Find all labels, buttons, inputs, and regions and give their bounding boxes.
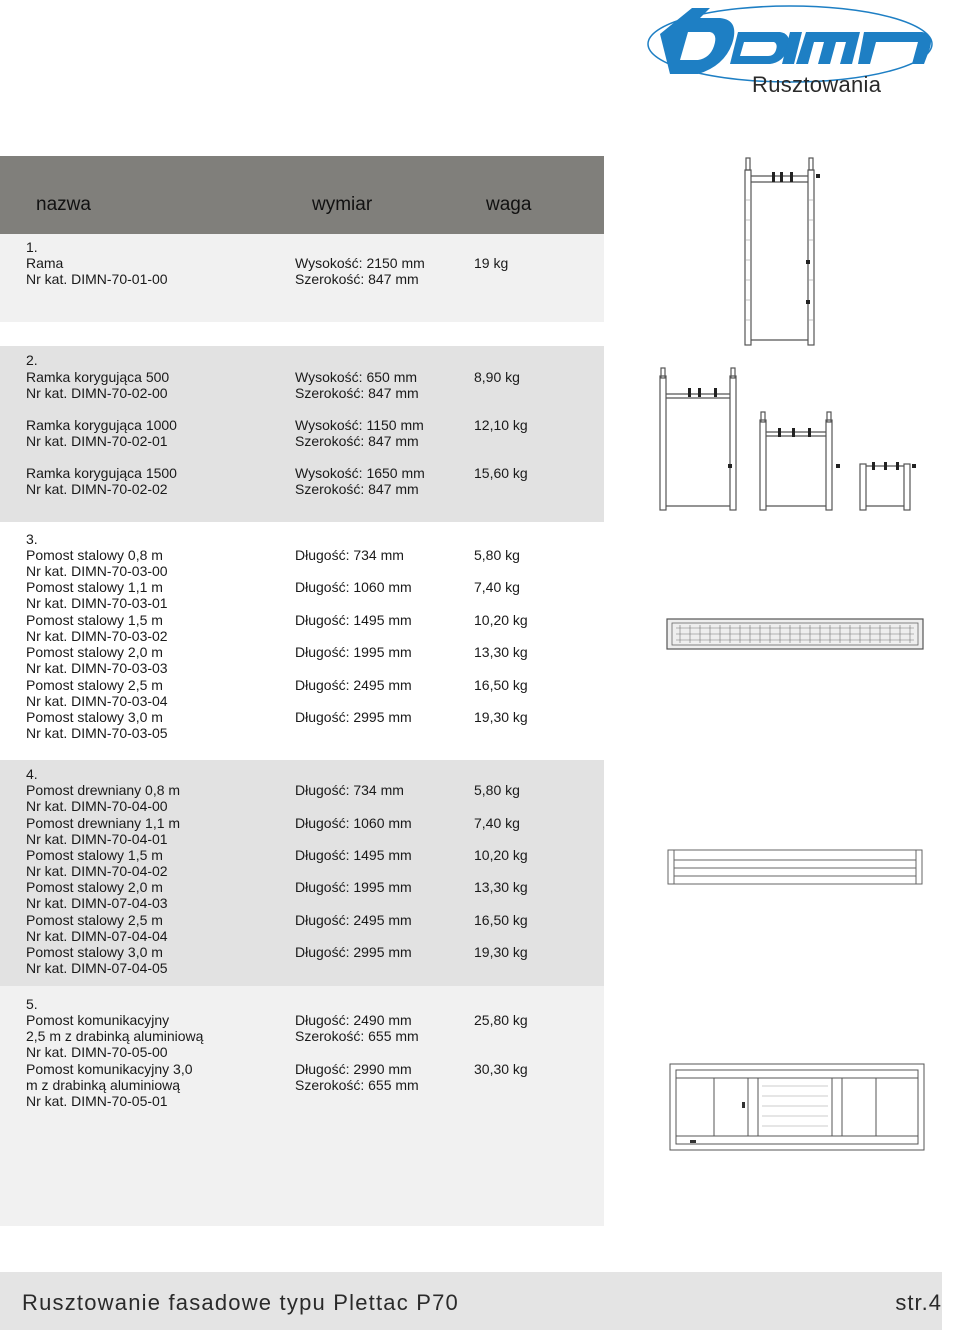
section-4 bbox=[0, 760, 604, 986]
header-name: nazwa bbox=[36, 194, 91, 215]
item-weight: 16,50 kg bbox=[474, 677, 528, 693]
dimn-logo bbox=[640, 4, 940, 114]
item-dim: Długość: 1060 mm bbox=[295, 579, 412, 595]
item-weight: 15,60 kg bbox=[474, 465, 528, 481]
item-dim: Długość: 1495 mm bbox=[295, 612, 412, 628]
item-catalog: Nr kat. DIMN-70-04-02 bbox=[26, 863, 168, 879]
steel-platform-drawing bbox=[666, 618, 926, 652]
item-catalog: Nr kat. DIMN-70-03-05 bbox=[26, 725, 168, 741]
item-catalog: Nr kat. DIMN-70-01-00 bbox=[26, 271, 168, 287]
item-catalog: Nr kat. DIMN-70-03-04 bbox=[26, 693, 168, 709]
item-name: Ramka korygująca 1000 bbox=[26, 417, 177, 433]
section-number: 1. bbox=[26, 239, 38, 255]
logo-subtitle: Rusztowania bbox=[752, 72, 882, 97]
item-catalog: Nr kat. DIMN-07-04-05 bbox=[26, 960, 168, 976]
table-header bbox=[0, 156, 604, 234]
item-dim: Długość: 734 mm bbox=[295, 782, 404, 798]
item-weight: 7,40 kg bbox=[474, 815, 520, 831]
item-weight: 19 kg bbox=[474, 255, 509, 271]
section-number: 4. bbox=[26, 766, 38, 782]
access-platform-drawing bbox=[668, 1062, 926, 1152]
item-catalog: Nr kat. DIMN-70-02-01 bbox=[26, 433, 168, 449]
item-weight: 19,30 kg bbox=[474, 944, 528, 960]
item-name: Pomost stalowy 3,0 m bbox=[26, 709, 163, 725]
item-dim: Szerokość: 847 mm bbox=[295, 433, 419, 449]
item-name: Pomost stalowy 2,0 m bbox=[26, 879, 163, 895]
item-name: Pomost drewniany 1,1 m bbox=[26, 815, 181, 831]
section-number: 3. bbox=[26, 531, 38, 547]
item-name: Pomost stalowy 1,1 m bbox=[26, 579, 163, 595]
item-catalog: Nr kat. DIMN-70-03-03 bbox=[26, 660, 168, 676]
item-dim: Szerokość: 847 mm bbox=[295, 385, 419, 401]
section-number: 5. bbox=[26, 996, 38, 1012]
item-weight: 8,90 kg bbox=[474, 369, 520, 385]
item-name-line2: m z drabinką aluminiową bbox=[26, 1077, 181, 1093]
item-dim: Wysokość: 1650 mm bbox=[295, 465, 425, 481]
item-dim: Długość: 2995 mm bbox=[295, 709, 412, 725]
item-dim: Szerokość: 655 mm bbox=[295, 1077, 419, 1093]
item-dim: Wysokość: 650 mm bbox=[295, 369, 418, 385]
item-name: Pomost komunikacyjny bbox=[26, 1012, 170, 1028]
item-catalog: Nr kat. DIMN-70-05-00 bbox=[26, 1044, 168, 1060]
frame-drawing bbox=[730, 150, 840, 350]
item-dim: Szerokość: 847 mm bbox=[295, 481, 419, 497]
item-name: Rama bbox=[26, 255, 64, 271]
item-weight: 10,20 kg bbox=[474, 847, 528, 863]
item-name: Pomost drewniany 0,8 m bbox=[26, 782, 181, 798]
item-weight: 7,40 kg bbox=[474, 579, 520, 595]
item-name: Pomost stalowy 2,0 m bbox=[26, 644, 163, 660]
footer-title: Rusztowanie fasadowe typu Plettac P70 bbox=[22, 1290, 459, 1315]
item-dim: Szerokość: 655 mm bbox=[295, 1028, 419, 1044]
header-weight: waga bbox=[486, 194, 532, 215]
item-weight: 10,20 kg bbox=[474, 612, 528, 628]
item-catalog: Nr kat. DIMN-70-03-02 bbox=[26, 628, 168, 644]
item-name-line2: 2,5 m z drabinką aluminiową bbox=[26, 1028, 204, 1044]
page-number: str.4 bbox=[895, 1290, 942, 1315]
item-dim: Długość: 2990 mm bbox=[295, 1061, 412, 1077]
item-catalog: Nr kat. DIMN-70-04-00 bbox=[26, 798, 168, 814]
item-weight: 19,30 kg bbox=[474, 709, 528, 725]
item-weight: 25,80 kg bbox=[474, 1012, 528, 1028]
item-weight: 13,30 kg bbox=[474, 879, 528, 895]
item-catalog: Nr kat. DIMN-07-04-03 bbox=[26, 895, 168, 911]
item-name: Pomost stalowy 1,5 m bbox=[26, 847, 163, 863]
item-dim: Długość: 2490 mm bbox=[295, 1012, 412, 1028]
item-name: Pomost stalowy 3,0 m bbox=[26, 944, 163, 960]
item-catalog: Nr kat. DIMN-70-02-00 bbox=[26, 385, 168, 401]
item-dim: Wysokość: 1150 mm bbox=[295, 417, 424, 433]
section-3 bbox=[0, 522, 604, 758]
item-dim: Długość: 734 mm bbox=[295, 547, 404, 563]
section-1 bbox=[0, 234, 604, 322]
item-dim: Wysokość: 2150 mm bbox=[295, 255, 425, 271]
page-footer bbox=[0, 1272, 942, 1330]
item-catalog: Nr kat. DIMN-07-04-04 bbox=[26, 928, 168, 944]
wooden-platform-drawing bbox=[666, 848, 926, 888]
item-weight: 30,30 kg bbox=[474, 1061, 528, 1077]
item-catalog: Nr kat. DIMN-70-02-02 bbox=[26, 481, 168, 497]
item-catalog: Nr kat. DIMN-70-03-01 bbox=[26, 595, 168, 611]
item-dim: Długość: 2495 mm bbox=[295, 912, 412, 928]
item-name: Pomost stalowy 0,8 m bbox=[26, 547, 163, 563]
header-dimension: wymiar bbox=[312, 194, 373, 215]
item-dim: Długość: 1995 mm bbox=[295, 644, 412, 660]
section-5 bbox=[0, 986, 604, 1226]
item-dim: Długość: 2495 mm bbox=[295, 677, 412, 693]
item-weight: 5,80 kg bbox=[474, 782, 520, 798]
item-dim: Długość: 1060 mm bbox=[295, 815, 412, 831]
item-catalog: Nr kat. DIMN-70-03-00 bbox=[26, 563, 168, 579]
item-weight: 13,30 kg bbox=[474, 644, 528, 660]
section-2 bbox=[0, 346, 604, 522]
section-number: 2. bbox=[26, 352, 38, 368]
item-name: Pomost stalowy 1,5 m bbox=[26, 612, 163, 628]
item-name: Pomost komunikacyjny 3,0 bbox=[26, 1061, 193, 1077]
item-dim: Długość: 1995 mm bbox=[295, 879, 412, 895]
item-dim: Długość: 1495 mm bbox=[295, 847, 412, 863]
item-name: Pomost stalowy 2,5 m bbox=[26, 912, 163, 928]
item-name: Ramka korygująca 500 bbox=[26, 369, 170, 385]
item-name: Pomost stalowy 2,5 m bbox=[26, 677, 163, 693]
item-weight: 16,50 kg bbox=[474, 912, 528, 928]
item-name: Ramka korygująca 1500 bbox=[26, 465, 177, 481]
item-weight: 5,80 kg bbox=[474, 547, 520, 563]
item-dim: Długość: 2995 mm bbox=[295, 944, 412, 960]
item-weight: 12,10 kg bbox=[474, 417, 528, 433]
corrective-frames-drawing bbox=[648, 362, 928, 522]
item-dim: Szerokość: 847 mm bbox=[295, 271, 419, 287]
item-catalog: Nr kat. DIMN-70-04-01 bbox=[26, 831, 168, 847]
item-catalog: Nr kat. DIMN-70-05-01 bbox=[26, 1093, 168, 1109]
